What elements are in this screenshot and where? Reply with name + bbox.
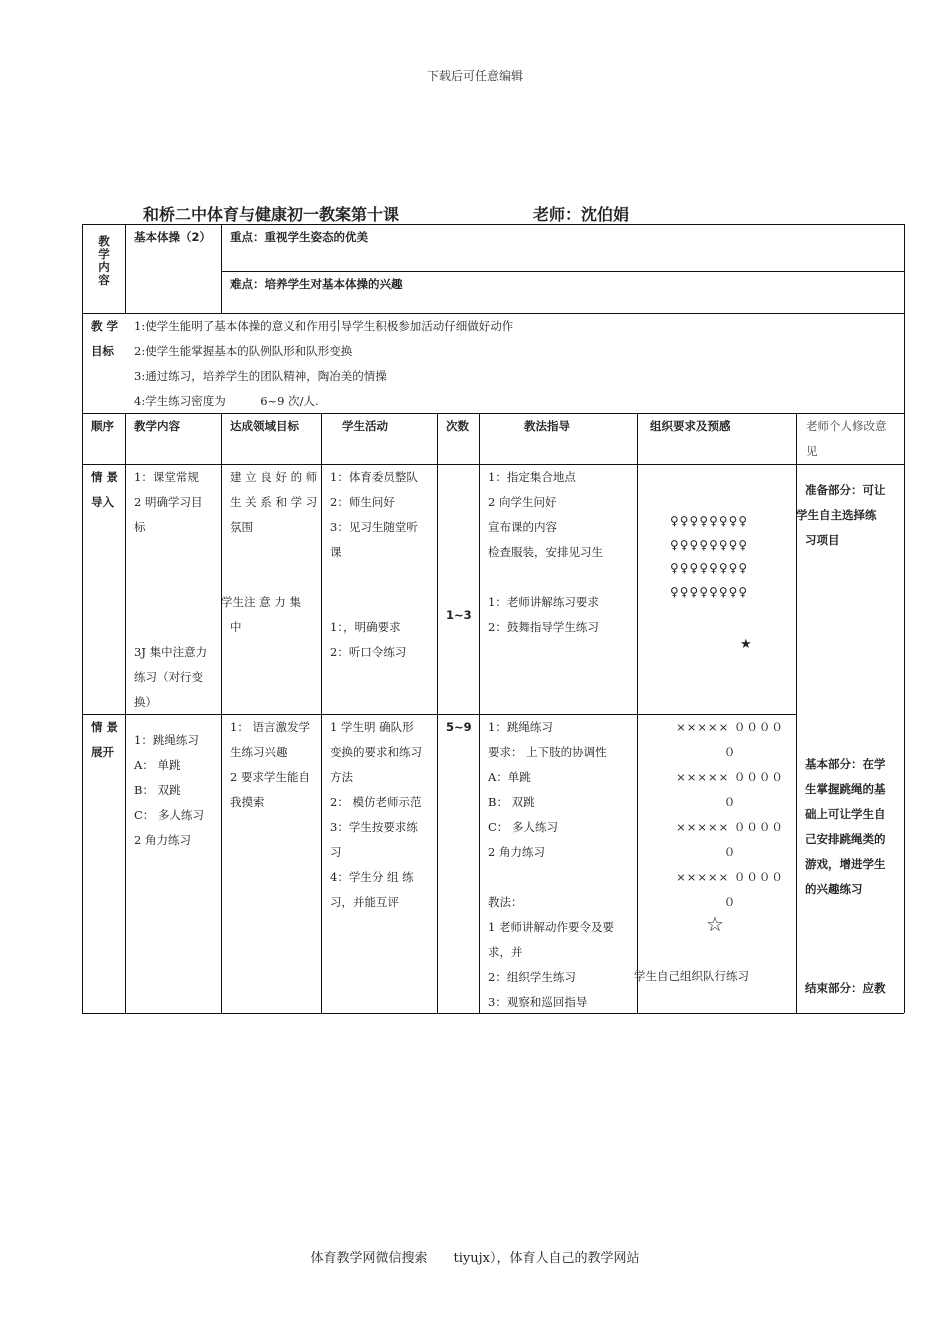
page-header-note: 下载后可任意编辑 (426, 69, 523, 83)
difficulty: 难点：培养学生对基本体操的兴趣 (230, 277, 403, 291)
row2-content: 1：跳绳练习 A： 单跳 B： 双跳 C： 多人练习 2 角力练习 (134, 733, 204, 847)
row1-content-extra: 3J 集中注意力 练习（对行变 换） (134, 645, 208, 709)
row1-goals: 建 立 良 好 的 师 生 关 系 和 学 习 氛围 (230, 470, 318, 534)
header-method: 教法指导 (524, 419, 570, 433)
row2-order: 情 景 展开 (91, 720, 119, 759)
row2-activities: 1 学生明 确队形 变换的要求和练习 方法 2： 模仿老师示范 3：学生按要求练 习 4：学生分 组 练 习，并能互评 (330, 720, 422, 909)
header-count: 次数 (446, 419, 469, 433)
row2-method: 1：跳绳练习 要求： 上下肢的协调性 A：单跳 B： 双跳 C： 多人练习 2 角力练习 教法： 1 老师讲解动作要令及要 求，并 2：组织学生练习 3：观察和巡回指导 (488, 720, 614, 1009)
row1-notes: 准备部分：可让 学生自主选择练 习项目 (796, 483, 886, 547)
row2-goals: 1： 语言激发学 生练习兴趣 2 要求学生能自 我摸索 (230, 720, 310, 809)
goals-list (134, 314, 513, 414)
topic: 基本体操（2） (134, 230, 212, 244)
row2-count: 5~9 (446, 720, 472, 734)
key-point: 重点：重视学生姿态的优美 (230, 230, 368, 244)
row1-activities: 1：体育委员整队 2：师生问好 3：见习生随堂听 课 (330, 470, 418, 559)
document-title: 和桥二中体育与健康初一教案第十课 (143, 205, 400, 224)
teacher-position-star-icon: ★ (740, 637, 752, 652)
page-footer-note: 体育教学网微信搜索 tiyujx），体育人自己的教学网站 (310, 1251, 640, 1266)
row1-activities-extra: 1：，明确要求 2：听口令练习 (330, 620, 407, 659)
goal-line: 3:通过练习，培养学生的团队精神，陶冶美的情操 (134, 369, 387, 383)
teacher-name: 老师：沈伯娟 (533, 205, 630, 224)
row2-notes: 基本部分：在学 生掌握跳绳的基 础上可让学生自 己安排跳绳类的 游戏，增进学生 的兴趣练习 (805, 757, 886, 896)
header-activities: 学生活动 (342, 419, 388, 433)
row1-count: 1~3 (446, 608, 472, 622)
header-goals: 达成领域目标 (230, 419, 299, 433)
row2-notes-extra: 结束部分：应教 (805, 981, 886, 995)
header-teacher-notes: 老师个人修改意 见 (806, 419, 887, 458)
row1-method-extra: 1：老师讲解练习要求 2：鼓舞指导学生练习 (488, 595, 599, 634)
header-organization: 组织要求及预感 (650, 419, 731, 433)
row1-goals-extra: 学生注 意 力 集 中 (221, 595, 301, 634)
row2-formation-note: 学生自己组织队行练习 (634, 969, 749, 983)
goal-line: 2:使学生能掌握基本的队例队形和队形变换 (134, 344, 353, 358)
row1-order: 情 景 导入 (91, 470, 119, 509)
header-order: 顺序 (91, 419, 114, 433)
row1-formation: ♀♀♀♀♀♀♀♀ ♀♀♀♀♀♀♀♀ ♀♀♀♀♀♀♀♀ ♀♀♀♀♀♀♀♀ (670, 514, 749, 599)
row1-method: 1：指定集合地点 2 向学生问好 宣布课的内容 检查服装，安排见习生 (488, 470, 603, 559)
content-section-label: 教学内容 (98, 234, 110, 287)
teacher-position-hollow-star-icon: ☆ (706, 912, 724, 936)
header-content: 教学内容 (134, 419, 180, 433)
goal-line: 4:学生练习密度为 6~9 次/人. (134, 394, 319, 408)
goal-line: 1:使学生能明了基本体操的意义和作用引导学生积极参加活动仔细做好动作 (134, 319, 514, 333)
row1-content: 1：课堂常规 2 明确学习目 标 (134, 470, 203, 534)
goals-label-line2: 目标 (91, 344, 114, 358)
row2-formation: ××××× ０００００ ××××× ０００００ ××××× ０００００ ××××× ０００００ (676, 720, 784, 909)
goals-label-line1: 教 学 (91, 319, 119, 333)
